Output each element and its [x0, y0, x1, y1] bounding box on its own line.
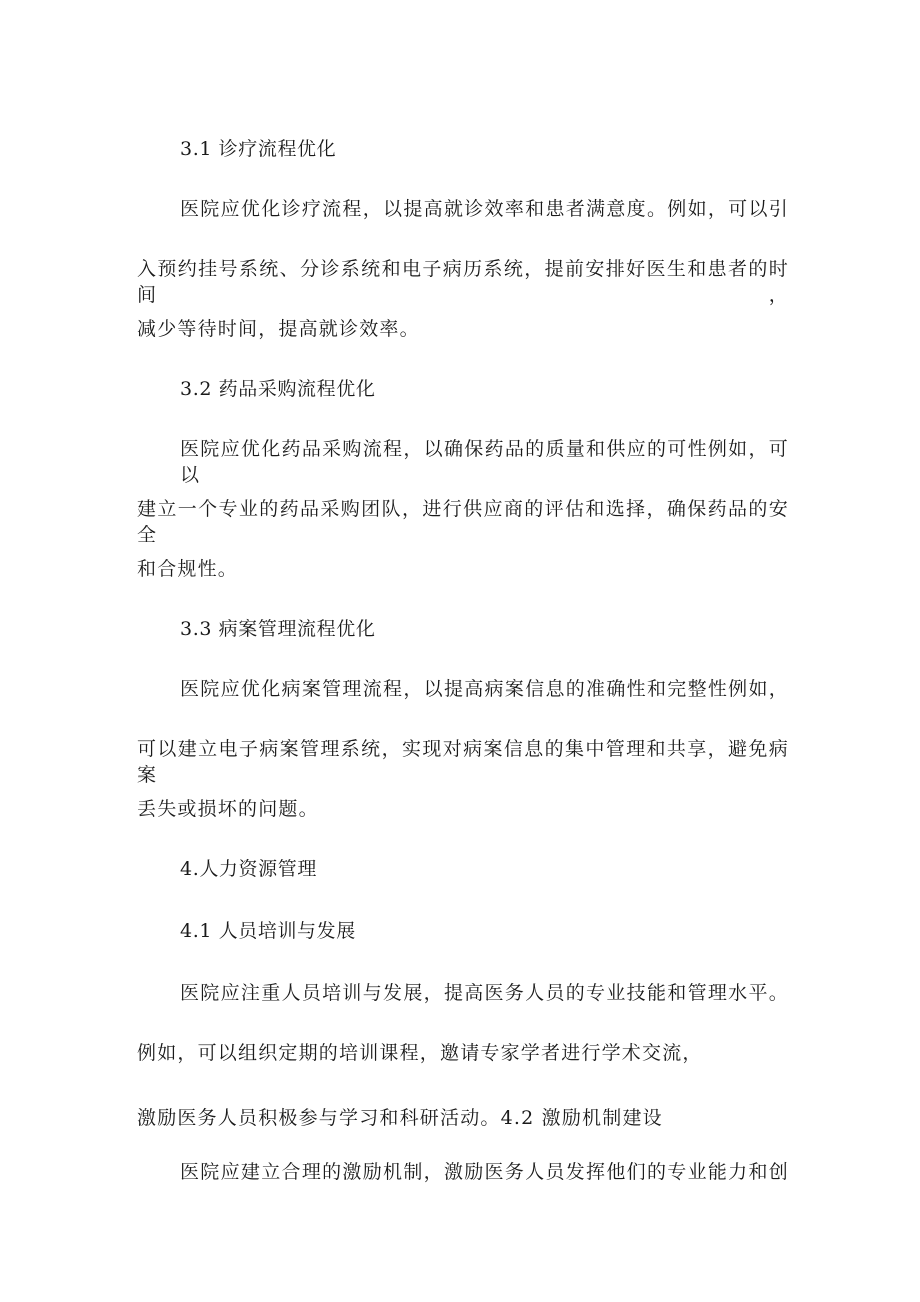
paragraph-3-2-line-2: 建立一个专业的药品采购团队，进行供应商的评估和选择，确保药品的安全: [137, 498, 789, 546]
section-heading-4-1: 4.1 人员培训与发展: [180, 920, 356, 942]
paragraph-4-1-line-1: 医院应注重人员培训与发展，提高医务人员的专业技能和管理水平。: [180, 982, 789, 1004]
paragraph-3-3-line-2: 可以建立电子病案管理系统，实现对病案信息的集中管理和共享，避免病案: [137, 738, 789, 786]
paragraph-3-1-line-3: 减少等待时间，提高就诊效率。: [137, 318, 420, 340]
paragraph-3-1-line-2: 入预约挂号系统、分诊系统和电子病历系统，提前安排好医生和患者的时间，: [137, 258, 789, 306]
paragraph-3-3-line-1: 医院应优化病案管理流程，以提高病案信息的准确性和完整性例如，: [180, 678, 789, 700]
paragraph-4-1-line-3: 激励医务人员积极参与学习和科研活动。4.2 激励机制建设: [137, 1107, 663, 1129]
section-heading-3-2: 3.2 药品采购流程优化: [180, 378, 376, 400]
paragraph-3-3-line-3: 丢失或损坏的问题。: [137, 798, 319, 820]
paragraph-3-2-line-3: 和合规性。: [137, 558, 239, 580]
paragraph-3-2-line-1: 医院应优化药品采购流程，以确保药品的质量和供应的可性例如，可以: [180, 438, 789, 486]
section-heading-4: 4.人力资源管理: [180, 858, 317, 880]
section-heading-3-1: 3.1 诊疗流程优化: [180, 138, 337, 160]
paragraph-4-2-line-1: 医院应建立合理的激励机制，激励医务人员发挥他们的专业能力和创: [180, 1161, 789, 1183]
paragraph-3-1-line-1: 医院应优化诊疗流程，以提高就诊效率和患者满意度。例如，可以引: [180, 198, 789, 220]
paragraph-4-1-line-2: 例如，可以组织定期的培训课程，邀请专家学者进行学术交流，: [137, 1042, 703, 1064]
section-heading-3-3: 3.3 病案管理流程优化: [180, 618, 376, 640]
